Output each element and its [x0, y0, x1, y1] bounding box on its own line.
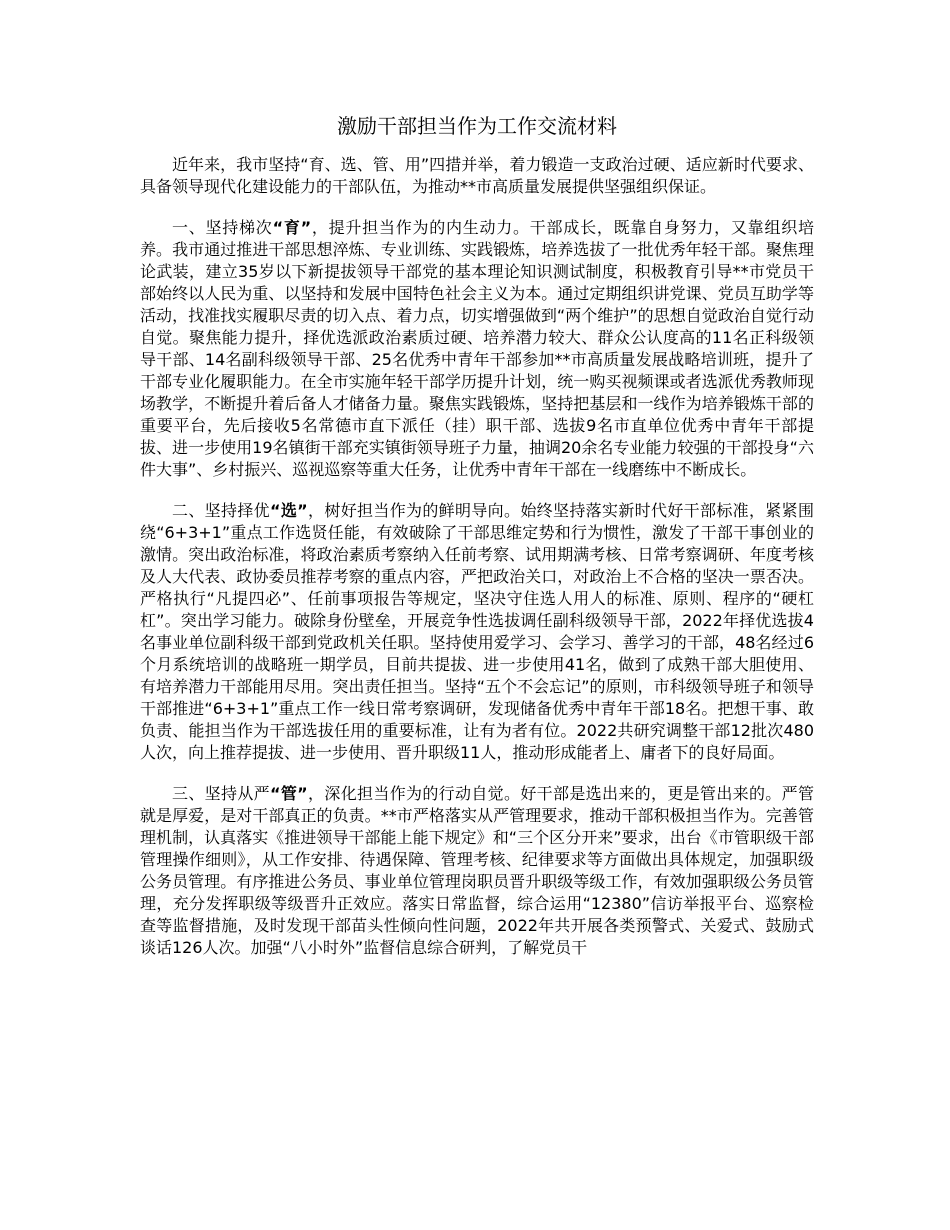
section-paragraph-1	[140, 217, 814, 481]
document-title: 激励干部担当作为工作交流材料	[337, 114, 617, 138]
document-page	[140, 112, 814, 978]
section-3-heading-prefix: 三、坚持从严	[172, 784, 270, 803]
section-1-keyword: “育”	[272, 218, 312, 237]
section-1-heading-prefix: 一、坚持梯次	[172, 218, 273, 237]
intro-paragraph: 近年来，我市坚持“育、选、管、用”四措并举，着力锻造一支政治过硬、适应新时代要求、具备领导现代化建设能力的干部队伍，为推动**市高质量发展提供坚强组织保证。	[140, 155, 814, 196]
section-paragraph-3	[140, 783, 814, 959]
section-2-body: 始终坚持落实新时代好干部标准，紧紧围绕“6+3+1”重点工作选贤任能，有效破除了干部思维定势和行为惯性，激发了干部干事创业的激情。突出政治标准，将政治素质考察纳入任前考察、试用期满考核、日常考察调研、年度考核及人大代表、政协委员推荐考察的重点内容，严把政治关口，对政治上不合格的坚决一票否决。严格执行“凡提四必”、任前事项报告等规定，坚决守住选人用人的标准、原则、程序的“硬杠杠”。突出学习能力。破除身份壁垒，开展竞争性选拔调任副科级领导干部，2022年择优选拔4名事业单位副科级干部到党政机关任职。坚持使用爱学习、会学习、善学习的干部，48名经过6个月系统培训的战略班一期学员，目前共提拔、进一步使用41名，做到了成熟干部大胆使用、有培养潜力干部能用尽用。突出责任担当。坚持“五个不会忘记”的原则，市科级领导班子和领导干部推进“6+3+1”重点工作一线日常考察调研，发现储备优秀中青年干部18名。把想干事、敢负责、能担当作为干部选拔任用的重要标准，让有为者有位。2022共研究调整干部12批次480人次，向上推荐提拔、进一步使用、晋升职级11人，推动形成能者上、庸者下的良好局面。	[140, 501, 814, 762]
section-2-heading-prefix: 二、坚持择优	[172, 501, 270, 520]
section-1-heading-suffix: ，提升担当作为的内生动力。	[311, 218, 530, 237]
section-1-body: 干部成长，既靠自身努力，又靠组织培养。我市通过推进干部思想淬炼、专业训练、实践锻炼，培养选拔了一批优秀年轻干部。聚焦理论武装，建立35岁以下新提拔领导干部党的基本理论知识测试制度，积极教育引导**市党员干部始终以人民为重、以坚持和发展中国特色社会主义为本。通过定期组织讲党课、党员互助学等活动，找准找实履职尽责的切入点、着力点，切实增强做到“两个维护”的思想自觉政治自觉行动自觉。聚焦能力提升，择优选派政治素质过硬、培养潜力较大、群众公认度高的11名正科级领导干部、14名副科级领导干部、25名优秀中青年干部参加**市高质量发展战略培训班，提升了干部专业化履职能力。在全市实施年轻干部学历提升计划，统一购买视频课或者选派优秀教师现场教学，不断提升着后备人才储备力量。聚焦实践锻炼，坚持把基层和一线作为培养锻炼干部的重要平台，先后接收5名常德市直下派任（挂）职干部、选拔9名市直单位优秀中青年干部提拔、进一步使用19名镇街干部充实镇街领导班子力量，抽调20余名专业能力较强的干部投身“六件大事”、乡村振兴、巡视巡察等重大任务，让优秀中青年干部在一线磨练中不断成长。	[140, 218, 814, 479]
section-3-heading-suffix: ，深化担当作为的行动自觉。	[307, 784, 521, 803]
section-3-keyword: “管”	[270, 784, 308, 803]
section-2-heading-suffix: ，树好担当作为的鲜明导向。	[307, 501, 521, 520]
section-2-keyword: “选”	[270, 501, 308, 520]
section-paragraph-2	[140, 500, 814, 764]
section-3-body: 好干部是选出来的，更是管出来的。严管就是厚爱，是对干部真正的负责。**市严格落实从严管理要求，推动干部积极担当作为。完善管理机制，认真落实《推进领导干部能上能下规定》和“三个区分开来”要求，出台《市管职级干部管理操作细则》，从工作安排、待遇保障、管理考核、纪律要求等方面做出具体规定，加强职级公务员管理。有序推进公务员、事业单位管理岗职员晋升职级等级工作，有效加强职级公务员管理，充分发挥职级等级晋升正效应。落实日常监督，综合运用“12380”信访举报平台、巡察检查等监督措施，及时发现干部苗头性倾向性问题，2022年共开展各类预警式、关爱式、鼓励式谈话126人次。加强“八小时外”监督信息综合研判，了解党员干	[140, 784, 814, 957]
